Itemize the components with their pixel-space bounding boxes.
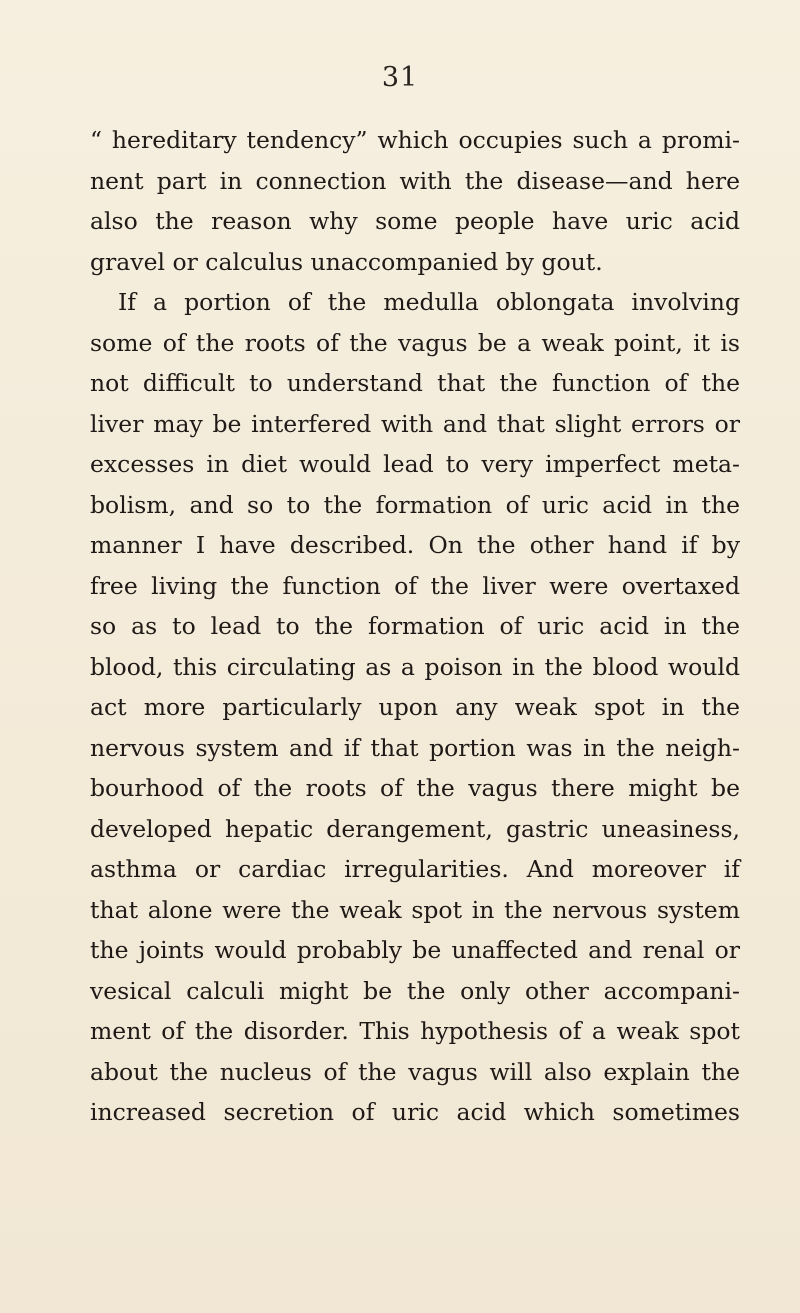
text-line: “ hereditary tendency” which occupies such a promi- [90,126,740,154]
text-line: act more particularly upon any weak spot in the [90,693,740,721]
text-line: vesical calculi might be the only other accompani- [90,976,740,1005]
text-line: asthma or cardiac irregularities. And moreover if [90,855,740,883]
text-line: manner I have described. On the other hand if by [90,531,740,559]
page-number: 31 [381,62,419,93]
text-line: not difficult to understand that the function of the [90,369,740,397]
text-line: some of the roots of the vagus be a weak point, it is [90,328,740,357]
text-line: nervous system and if that portion was in the neigh- [90,733,740,762]
text-line: gravel or calculus unaccompanied by gout. [90,247,603,276]
text-line: developed hepatic derangement, gastric uneasiness, [90,814,740,843]
text-line: blood, this circulating as a poison in the blood would [90,652,740,681]
text-line: free living the function of the liver were overtaxed [90,571,740,600]
text-line: nent part in connection with the disease—and here [90,166,740,195]
text-line: liver may be interfered with and that slight errors or [90,409,740,438]
text-line: bolism, and so to the formation of uric acid in the [90,490,740,519]
text-line: If a portion of the medulla oblongata involving [118,288,740,316]
text-line: increased secretion of uric acid which sometimes [90,1098,740,1126]
text-line: so as to lead to the formation of uric acid in the [90,612,740,640]
text-line: the joints would probably be unaffected and renal or [90,936,740,964]
text-line: ment of the disorder. This hypothesis of a weak spot [90,1017,740,1045]
text-line: excesses in diet would lead to very imperfect meta- [90,450,740,478]
text-line: about the nucleus of the vagus will also explain the [90,1057,740,1086]
text-line: that alone were the weak spot in the nervous system [90,895,740,924]
body-text [90,120,740,1133]
text-line: bourhood of the roots of the vagus there might be [90,774,740,802]
text-line: also the reason why some people have uric acid [90,207,740,235]
